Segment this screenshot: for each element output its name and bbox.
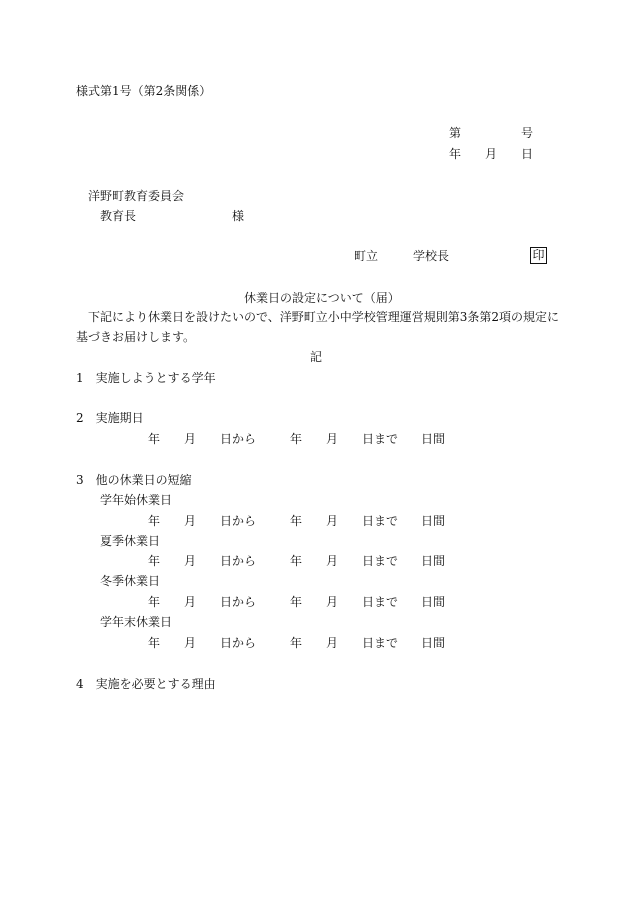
date-month: 月 (326, 636, 339, 650)
date-year: 年 (148, 636, 161, 650)
doc-number-prefix: 第 (449, 126, 462, 140)
form-number: 様式第1号（第2条関係） (76, 84, 212, 98)
date-month: 月 (326, 514, 339, 528)
date-day-label: 日 (521, 147, 534, 161)
holiday-item-label: 学年始休業日 (100, 493, 173, 507)
date-year: 年 (148, 595, 161, 609)
body-line-1: 下記により休業日を設けたいので、洋野町立小中学校管理運営規則第3条第2項の規定に (88, 310, 560, 324)
addressee-superintendent: 教育長 (100, 209, 137, 223)
date-until: 日まで (362, 595, 399, 609)
date-year: 年 (290, 514, 303, 528)
sender-town-school: 町立 (354, 249, 379, 263)
date-month: 月 (184, 432, 197, 446)
date-until: 日まで (362, 514, 399, 528)
date-month-label: 月 (485, 147, 498, 161)
date-year: 年 (148, 514, 161, 528)
date-month: 月 (184, 595, 197, 609)
doc-number-suffix: 号 (521, 126, 534, 140)
holiday-item-label: 冬季休業日 (100, 574, 161, 588)
date-days: 日間 (421, 595, 446, 609)
date-days: 日間 (421, 432, 446, 446)
ki-heading: 記 (310, 350, 323, 364)
date-days: 日間 (421, 514, 446, 528)
date-days: 日間 (421, 636, 446, 650)
section-4-heading: 4 実施を必要とする理由 (76, 677, 216, 691)
date-from: 日から (220, 432, 257, 446)
date-year: 年 (290, 432, 303, 446)
date-until: 日まで (362, 554, 399, 568)
holiday-item-label: 夏季休業日 (100, 534, 161, 548)
date-month: 月 (326, 554, 339, 568)
section-2-heading: 2 実施期日 (76, 411, 144, 425)
document-title: 休業日の設定について（届） (244, 291, 400, 305)
date-month: 月 (184, 554, 197, 568)
date-month: 月 (326, 595, 339, 609)
date-from: 日から (220, 514, 257, 528)
date-year: 年 (290, 595, 303, 609)
date-days: 日間 (421, 554, 446, 568)
date-year-label: 年 (449, 147, 462, 161)
section-3-heading: 3 他の休業日の短縮 (76, 473, 192, 487)
date-month: 月 (184, 514, 197, 528)
date-year: 年 (148, 554, 161, 568)
date-until: 日まで (362, 432, 399, 446)
date-until: 日まで (362, 636, 399, 650)
date-year: 年 (290, 636, 303, 650)
section-1-heading: 1 実施しようとする学年 (76, 371, 216, 385)
date-month: 月 (184, 636, 197, 650)
sender-principal: 学校長 (413, 249, 450, 263)
date-from: 日から (220, 636, 257, 650)
date-from: 日から (220, 554, 257, 568)
date-year: 年 (290, 554, 303, 568)
date-month: 月 (326, 432, 339, 446)
seal-stamp-box: 印 (530, 247, 547, 264)
addressee-board: 洋野町教育委員会 (88, 189, 185, 203)
date-from: 日から (220, 595, 257, 609)
body-line-2: 基づきお届けします。 (76, 330, 196, 344)
addressee-honorific: 様 (232, 209, 245, 223)
holiday-item-label: 学年末休業日 (100, 615, 173, 629)
date-year: 年 (148, 432, 161, 446)
